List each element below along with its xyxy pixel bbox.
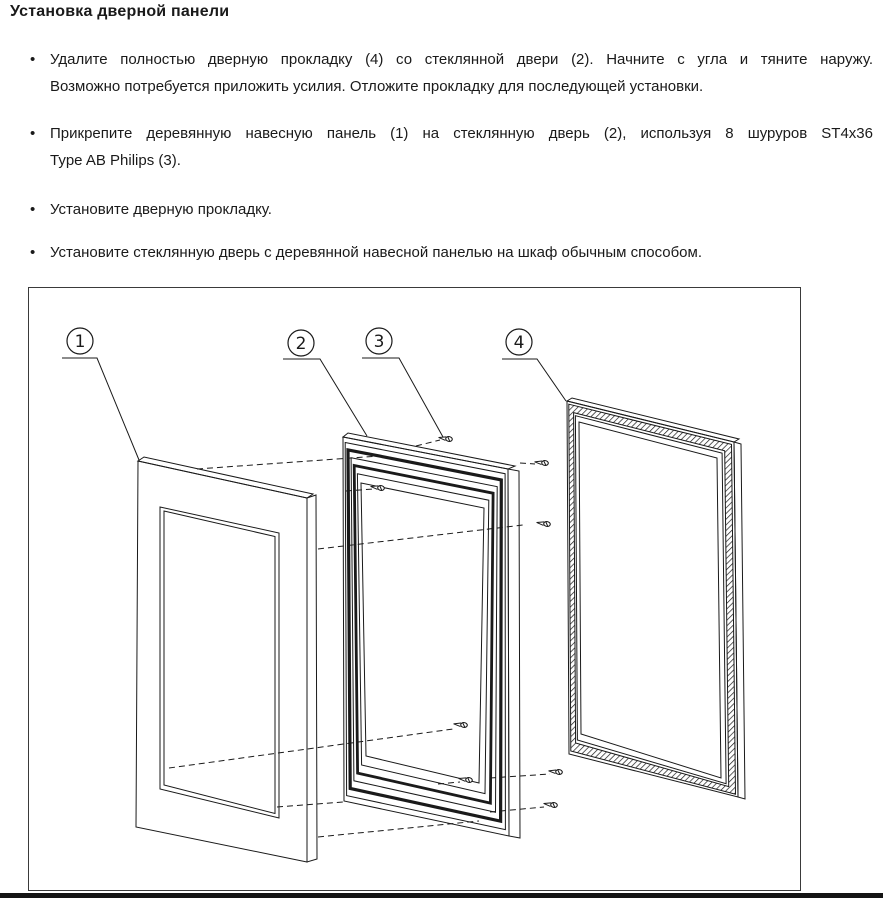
list-item	[0, 239, 883, 266]
callout-2	[283, 330, 367, 436]
bullet-text	[50, 239, 873, 266]
bullet-icon: •	[30, 201, 36, 218]
bullet-text-line: Установите дверную прокладку.	[50, 201, 272, 218]
bullet-text-line: Прикрепите деревянную навесную панель (1) на стеклянную дверь (2), используя 8 шуруров ST4x36	[50, 125, 873, 142]
page-title: Установка дверной панели	[10, 3, 230, 20]
bullet-text-line: Type AB Philips (3).	[50, 152, 181, 169]
screw-icon	[458, 776, 472, 783]
callout-3	[362, 328, 443, 437]
exploded-view-drawing	[29, 288, 800, 890]
screw-icon	[534, 459, 548, 466]
screw-icon	[438, 435, 452, 442]
bullet-icon: •	[30, 125, 36, 142]
callout-number: 1	[74, 332, 86, 352]
screw-icon	[453, 721, 467, 728]
callout-1	[62, 328, 139, 460]
list-item	[0, 46, 883, 100]
callout-number: 3	[373, 332, 385, 352]
bullet-text-line: Установите стеклянную дверь с деревянной навесной панелью на шкаф обычным способом.	[50, 244, 702, 261]
screw-icon	[548, 768, 562, 775]
bullet-text	[50, 196, 873, 223]
bullet-icon: •	[30, 51, 36, 68]
part-2-glass-door	[343, 433, 520, 838]
bullet-text	[50, 120, 873, 174]
diagram-figure	[28, 287, 801, 891]
callout-number: 2	[295, 334, 307, 354]
list-item	[0, 120, 883, 174]
bullet-icon: •	[30, 244, 36, 261]
part-1-wood-panel	[136, 457, 317, 862]
callout-4	[502, 329, 566, 401]
bottom-separator-bar	[0, 893, 883, 898]
screw-icon	[543, 801, 557, 808]
part-4-door-gasket	[567, 398, 745, 799]
bullet-text-line: Удалите полностью дверную прокладку (4) со стеклянной двери (2). Начните с угла и тяните наружу.	[50, 51, 873, 68]
bullet-text	[50, 46, 873, 100]
bullet-text-line: Возможно потребуется приложить усилия. Отложите прокладку для последующей установки.	[50, 78, 704, 95]
list-item	[0, 196, 883, 223]
instruction-list	[0, 46, 883, 266]
callout-number: 4	[513, 333, 525, 353]
screw-icon	[536, 520, 550, 527]
